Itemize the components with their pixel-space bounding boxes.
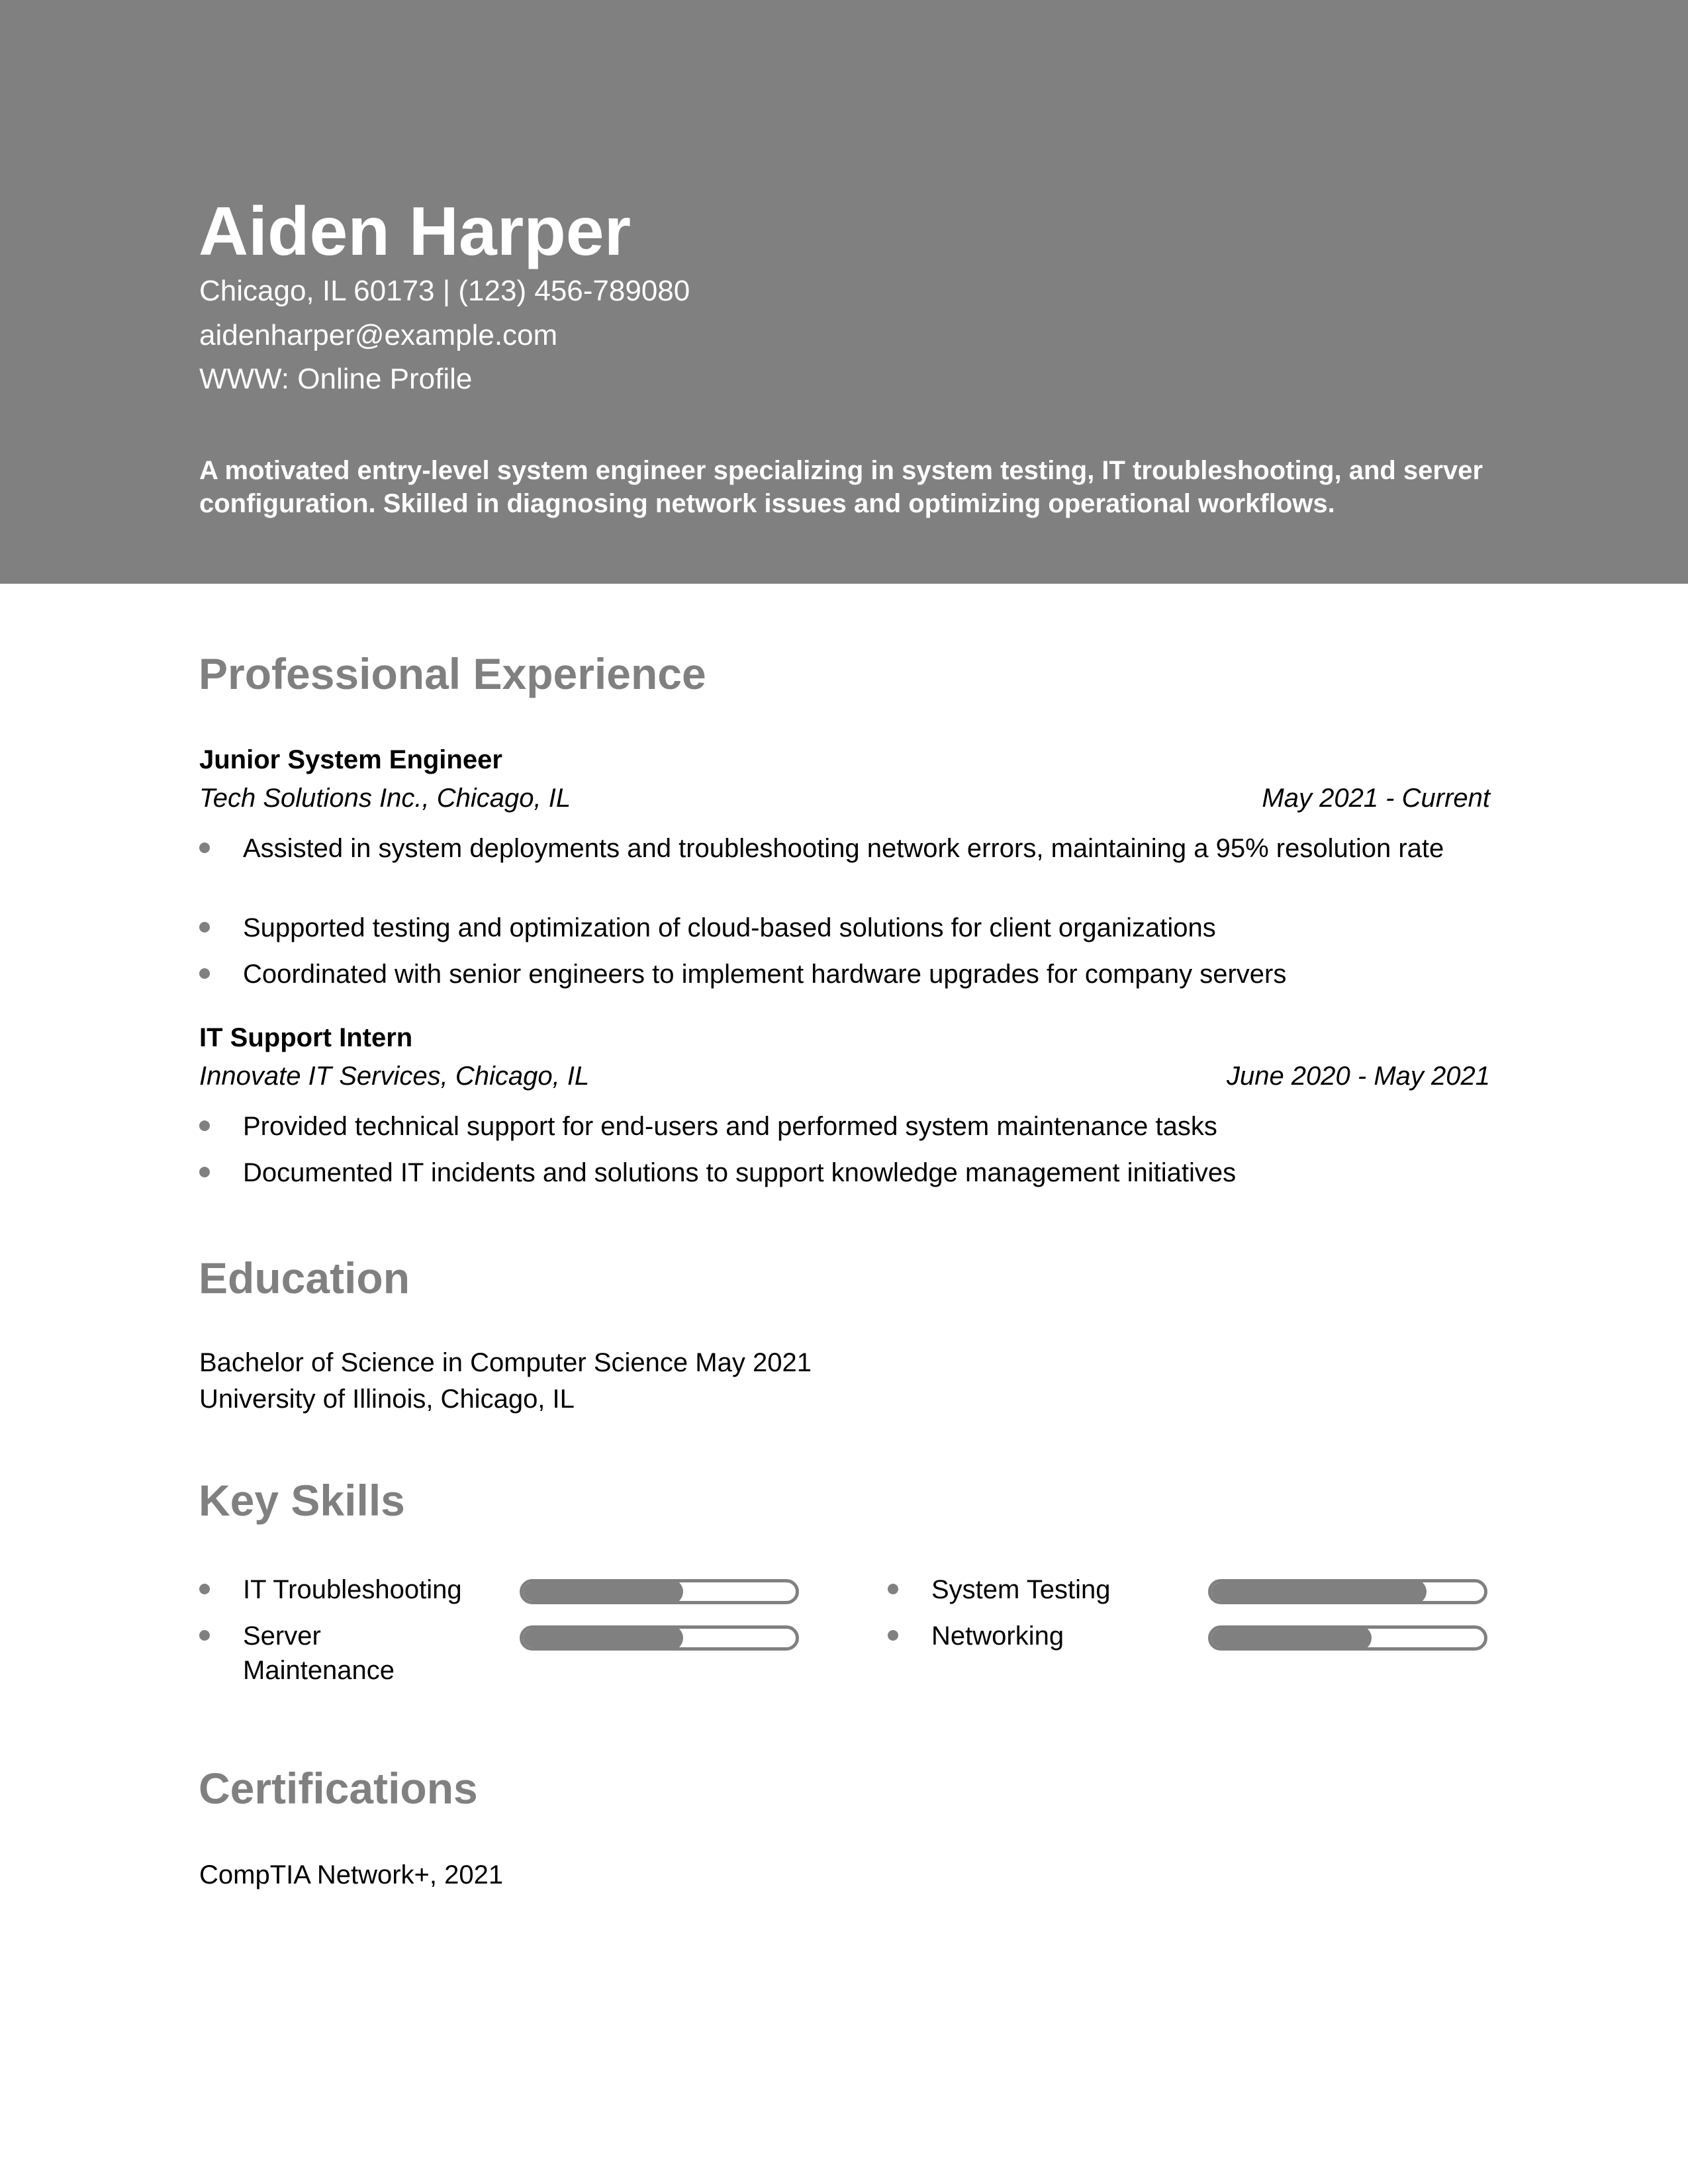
degree-line: Bachelor of Science in Computer Science May 2021	[199, 1348, 812, 1377]
skill-level-bar	[520, 1625, 799, 1651]
list-item	[199, 911, 1457, 945]
certification-item: CompTIA Network+, 2021	[199, 1860, 504, 1889]
skill-level-bar	[1208, 1625, 1487, 1651]
bullet-icon	[199, 968, 210, 979]
job-company: Innovate IT Services, Chicago, IL	[199, 1062, 590, 1091]
job-meta	[199, 1060, 1490, 1092]
job-meta	[199, 782, 1490, 814]
bullet-icon	[888, 1630, 898, 1641]
skill-level-fill	[520, 1579, 683, 1604]
skill-level-fill	[520, 1625, 683, 1651]
website-link[interactable]: WWW: Online Profile	[199, 363, 473, 395]
section-title-skills: Key Skills	[199, 1476, 405, 1525]
skill-level-fill	[1208, 1625, 1372, 1651]
list-item	[199, 1109, 1457, 1144]
job-dates: May 2021 - Current	[1262, 784, 1490, 813]
skill-level-bar	[1208, 1579, 1487, 1604]
section-title-certifications: Certifications	[199, 1764, 478, 1813]
section-title-education: Education	[199, 1253, 410, 1302]
location-phone: Chicago, IL 60173 | (123) 456-789080	[199, 275, 690, 307]
email-link[interactable]: aidenharper@example.com	[199, 319, 558, 351]
skill-level-fill	[1208, 1579, 1427, 1604]
list-item	[199, 1156, 1457, 1190]
resume-header	[0, 0, 1688, 584]
skill-label: System Testing	[931, 1575, 1111, 1604]
job-title: Junior System Engineer	[199, 745, 502, 774]
skill-label: IT Troubleshooting	[243, 1575, 462, 1604]
section-title-experience: Professional Experience	[199, 649, 706, 698]
professional-summary: A motivated entry-level system engineer specializing in system testing, IT troubleshooting, and server configuration. Skilled in diagnosing network issues and optimizing operational workflows.	[199, 456, 1483, 518]
job-title: IT Support Intern	[199, 1023, 413, 1052]
list-item-text: Supported testing and optimization of cloud-based solutions for client organizations	[243, 913, 1216, 942]
bullet-icon	[199, 1120, 210, 1131]
bullet-icon	[199, 1630, 210, 1641]
list-item	[199, 957, 1457, 991]
list-item	[199, 831, 1457, 866]
list-item-text: Provided technical support for end-users and performed system maintenance tasks	[243, 1112, 1217, 1141]
job-company: Tech Solutions Inc., Chicago, IL	[199, 784, 571, 813]
skill-label: Server Maintenance	[243, 1621, 395, 1685]
bullet-icon	[888, 1584, 898, 1594]
bullet-icon	[199, 922, 210, 933]
school-line: University of Illinois, Chicago, IL	[199, 1385, 575, 1414]
list-item-text: Coordinated with senior engineers to implement hardware upgrades for company servers	[243, 960, 1287, 989]
candidate-name: Aiden Harper	[199, 193, 632, 270]
list-item-text: Assisted in system deployments and troubleshooting network errors, maintaining a 95% resolution rate	[243, 834, 1444, 863]
bullet-icon	[199, 1167, 210, 1177]
bullet-icon	[199, 842, 210, 853]
job-dates: June 2020 - May 2021	[1226, 1062, 1490, 1091]
skill-label: Networking	[931, 1621, 1064, 1651]
bullet-icon	[199, 1584, 210, 1594]
list-item-text: Documented IT incidents and solutions to support knowledge management initiatives	[243, 1158, 1237, 1187]
skill-level-bar	[520, 1579, 799, 1604]
